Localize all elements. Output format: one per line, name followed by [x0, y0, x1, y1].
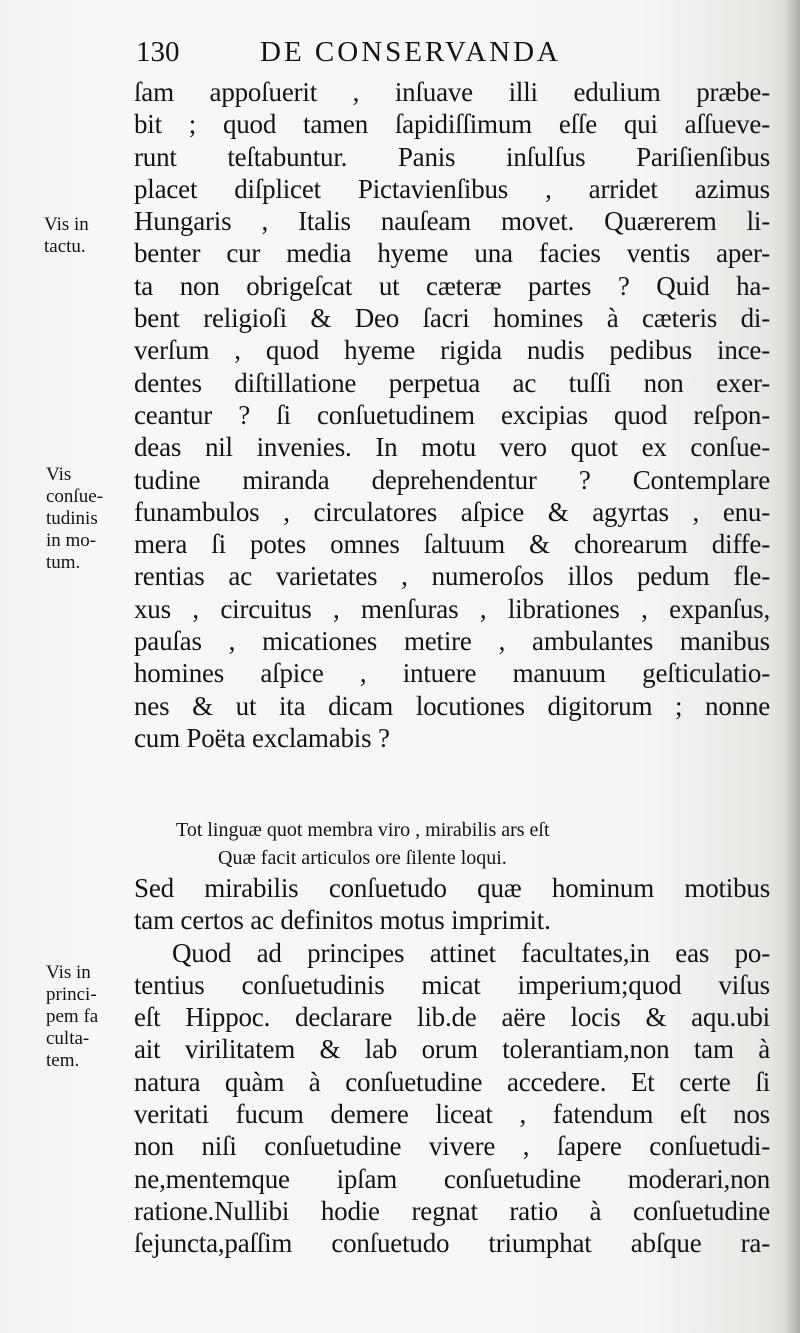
text-line: ratione.Nullibi hodie regnat ratio à conſuetudine	[134, 1195, 770, 1226]
text-line: homines aſpice , intuere manuum geſticulatio-	[134, 658, 770, 689]
verse-quotation	[134, 816, 770, 872]
running-title: DE CONSERVANDA	[260, 36, 561, 68]
text-line: cum Poëta exclamabis ?	[134, 722, 390, 753]
text-line: natura quàm à conſuetudine accedere. Et certe ſi	[134, 1066, 770, 1097]
text-line: Quod ad principes attinet facultates,in eas po-	[172, 937, 770, 968]
text-line: non niſi conſuetudine vivere , ſapere conſuetudi-	[134, 1131, 770, 1162]
text-line: Hungaris , Italis nauſeam movet. Quærerem li-	[134, 206, 770, 237]
text-line: verſum , quod hyeme rigida nudis pedibus ince-	[134, 335, 770, 366]
body-text-block-1	[134, 76, 770, 754]
page-edge-shadow	[786, 0, 800, 1333]
text-line: rentias ac varietates , numeroſos illos pedum fle-	[134, 561, 770, 592]
margin-note-line: tactu.	[44, 236, 86, 257]
text-line: tudine miranda deprehendentur ? Contemplare	[134, 464, 770, 495]
text-line: nes & ut ita dicam locutiones digitorum ; nonne	[134, 690, 770, 721]
text-line: eſt Hippoc. declarare lib.de aëre locis & aqu.ubi	[134, 1002, 770, 1033]
margin-note-line: tum.	[46, 552, 81, 573]
margin-note-touch	[44, 214, 89, 258]
page-header	[136, 36, 756, 76]
margin-note-line: Vis in	[44, 214, 89, 235]
text-line: Sed mirabilis conſuetudo quæ hominum motibus	[134, 873, 770, 903]
text-line: ta non obrigeſcat ut cæteræ partes ? Quid ha-	[134, 270, 770, 301]
margin-note-line: conſue-	[46, 486, 103, 507]
text-line: bit ; quod tamen ſapidiſſimum eſſe qui aſſueve-	[134, 109, 770, 140]
body-text-block-2	[134, 872, 770, 1260]
text-line: placet diſplicet Pictavienſibus , arridet azimus	[134, 173, 770, 204]
margin-note-line: tudinis	[46, 508, 98, 529]
text-line: funambulos , circulatores aſpice & agyrtas , enu-	[134, 496, 770, 527]
verse-line: Tot linguæ quot membra viro , mirabilis ars eſt	[176, 819, 550, 841]
text-line: ſejuncta,paſſim conſuetudo triumphat abſque ra-	[134, 1228, 770, 1259]
text-line: tentius conſuetudinis micat imperium;quod viſus	[134, 969, 770, 1000]
text-line: deas nil invenies. In motu vero quot ex conſue-	[134, 432, 770, 463]
margin-note-line: princi-	[46, 984, 97, 1005]
margin-note-line: in mo-	[46, 530, 97, 551]
text-line: xus , circuitus , menſuras , librationes , expanſus,	[134, 593, 770, 624]
page-number: 130	[136, 36, 180, 68]
margin-note-motion	[46, 464, 103, 574]
text-line: tam certos ac definitos motus imprimit.	[134, 905, 551, 936]
text-line: pauſas , micationes metire , ambulantes manibus	[134, 626, 770, 657]
text-line: ne,mentemque ipſam conſuetudine moderari,non	[134, 1163, 770, 1194]
text-line: runt teſtabuntur. Panis inſulſus Pariſienſibus	[134, 141, 770, 172]
text-line: benter cur media hyeme una facies ventis aper-	[134, 238, 770, 269]
margin-note-line: culta-	[46, 1028, 90, 1049]
margin-note-line: pem fa	[46, 1006, 99, 1027]
text-line: bent religioſi & Deo ſacri homines à cæteris di-	[134, 303, 770, 334]
text-line: ceantur ? ſi conſuetudinem excipias quod reſpon-	[134, 399, 770, 430]
margin-note-faculty	[46, 962, 98, 1072]
text-line: mera ſi potes omnes ſaltuum & chorearum diffe-	[134, 529, 770, 560]
text-line: dentes diſtillatione perpetua ac tuſſi non exer-	[134, 367, 770, 398]
margin-note-line: Vis	[46, 464, 72, 485]
margin-note-line: tem.	[46, 1050, 80, 1071]
verse-line: Quæ facit articulos ore ſilente loqui.	[218, 847, 507, 869]
text-line: veritati fucum demere liceat , fatendum eſt nos	[134, 1099, 770, 1130]
text-line: ſam appoſuerit , inſuave illi edulium præbe-	[134, 77, 770, 107]
text-line: ait virilitatem & lab orum tolerantiam,non tam à	[134, 1034, 770, 1065]
margin-note-line: Vis in	[46, 962, 91, 983]
